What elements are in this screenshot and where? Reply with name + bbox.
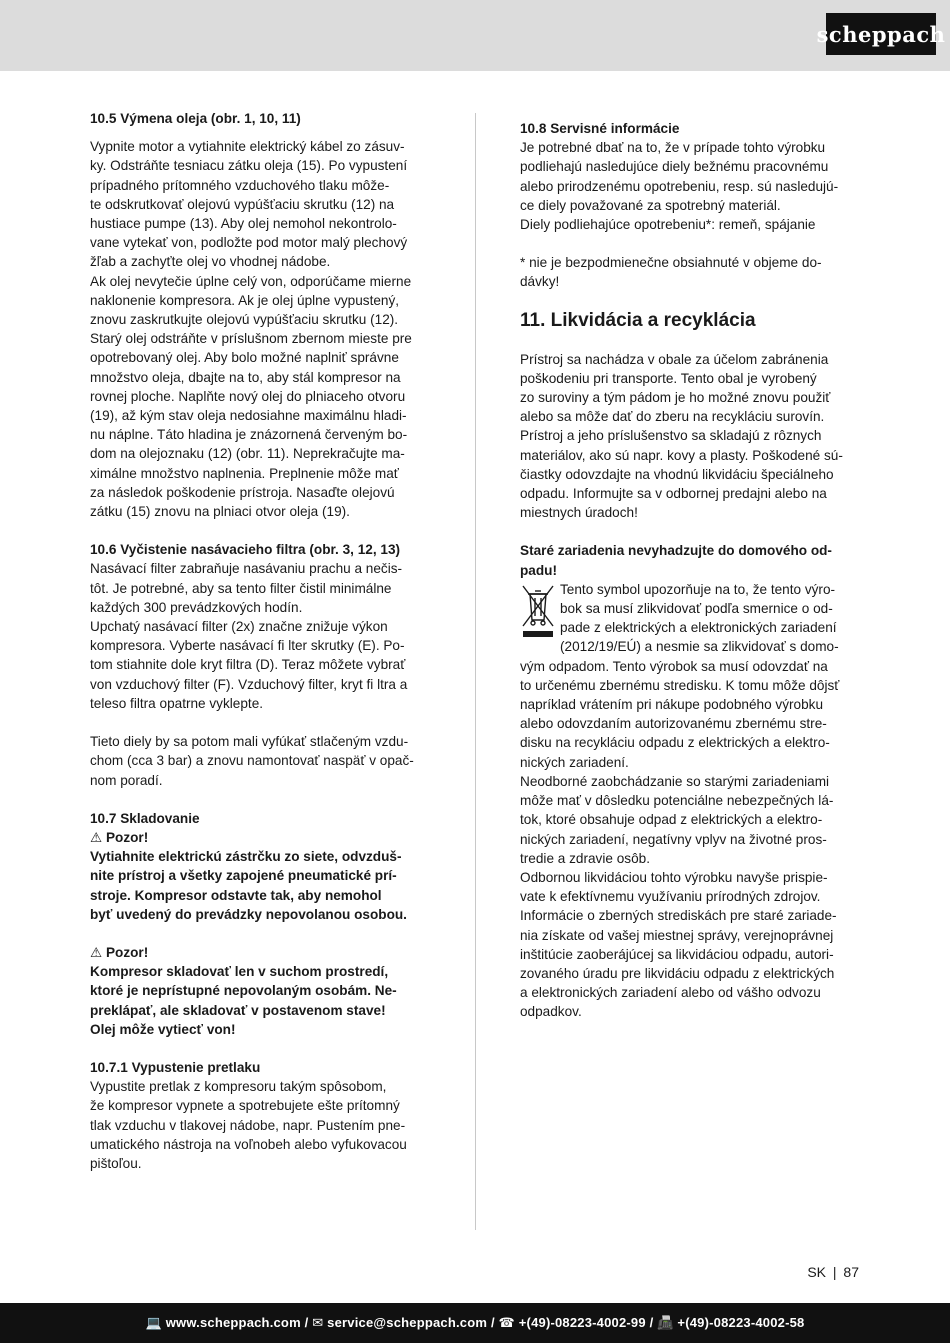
text-line: môže mať v dôsledku potenciálne nebezpečných lá- [520,793,834,809]
text-line: chom (cca 3 bar) a znovu namontovať naspäť v opač- [90,753,414,769]
section-10-8-body [520,138,860,291]
text-line: alebo prirodzenému opotrebeniu, resp. sú nasledujú- [520,178,839,194]
text-line: zátku (15) znovu na plniaci otvor oleja (19). [90,504,350,520]
text-line: Kompresor skladovať len v suchom prostredí, [90,964,389,980]
text-line: Vytiahnite elektrickú zástrčku zo siete, odvzduš- [90,849,402,865]
text-line: každých 300 prevádzkových hodín. [90,599,303,615]
text-line: (19), až kým stav oleja nedosiahne maximálnu hladi- [90,408,407,424]
text-line: kompresora. Vyberte nasávací fi lter skrutky (E). Po- [90,638,405,654]
text-line: inštitúcie zaoberájúcej sa likvidáciou odpadu, autori- [520,946,834,962]
section-10-5-title: 10.5 Výmena oleja (obr. 1, 10, 11) [90,111,301,126]
text-line: vým odpadom. Tento výrobok sa musí odovzdať na [520,658,828,674]
text-line: ky. Odstráňte tesniacu zátku oleja (15). Po vypustení [90,158,408,174]
text-line: disku na recykláciu odpadu z elektrických a elektro- [520,735,830,751]
text-line: množstvo oleja, dbajte na to, aby stál kompresor na [90,369,401,385]
text-line: Nasávací filter zabraňuje nasávaniu prachu a nečis- [90,561,403,577]
text-line: tok, ktoré obsahuje odpad z elektrických a elektro- [520,812,823,828]
text-line: nu náplne. Táto hladina je znázornená červeným bo- [90,427,408,443]
text-line: (2012/19/EÚ) a nesmie sa zlikvidovať s domo- [560,639,839,655]
text-line: Odbornou likvidáciou tohto výrobku navyše prispie- [520,869,828,885]
text-line: pade z elektrických a elektronických zariadení [560,620,837,636]
left-column [90,109,430,1173]
brand-logo: scheppach [826,13,936,55]
text-line: ktoré je neprístupné nepovolaným osobám. Ne- [90,983,397,999]
text-line: Prístroj a jeho príslušenstvo sa skladajú z rôznych [520,428,822,444]
text-line: alebo sa môže dať do zberu na recykláciu surovín. [520,409,825,425]
text-line: * nie je bezpodmienečne obsiahnuté v objeme do- [520,255,822,271]
text-line: Starý olej odstráňte v príslušnom zbernom mieste pre [90,331,412,347]
text-line: ximálne množstvo naplnenia. Preplnenie môže mať [90,465,399,481]
section-10-7-1-title: 10.7.1 Vypustenie pretlaku [90,1059,261,1075]
text-line: vate k efektívnemu využívaniu prírodných zdrojov. [520,889,821,905]
text-line: padu! [520,562,557,578]
text-line: žľab a zachyťte olej vo vhodnej nádobe. [90,254,331,270]
page-number-value: 87 [843,1264,859,1280]
warning-label: ⚠ Pozor! [90,944,149,960]
text-line: preklápať, ale skladovať v postavenom stave! [90,1002,386,1018]
text-line: umatického nástroja na voľnobeh alebo vyfukovacou [90,1136,407,1152]
text-line: tom stiahnite dole kryt filtra (D). Teraz môžete vybrať [90,657,406,673]
text-line: Tento symbol upozorňuje na to, že tento výro- [560,581,836,597]
section-10-6-title: 10.6 Vyčistenie nasávacieho filtra (obr. 3, 12, 13) [90,542,401,558]
text-line: nom poradí. [90,772,163,788]
text-line: dom na olejoznaku (12) (obr. 11). Neprekračujte ma- [90,446,405,462]
text-line: materiálov, ako sú napr. kovy a plasty. Poškodené sú- [520,447,843,463]
section-10-7-title: 10.7 Skladovanie [90,810,200,826]
text-line: nických zariadení. [520,754,629,770]
text-line: napríklad vrátením pri nákupe podobného výrobku [520,697,824,713]
text-line: Neodborné zaobchádzanie so starými zariadeniami [520,773,830,789]
text-line: bok sa musí zlikvidovať podľa smernice o od- [560,601,833,617]
section-11-title: 11. Likvidácia a recyklácia [520,309,756,331]
text-line: hustiace pumpe (13). Aby olej nemohol nekontrolo- [90,216,397,232]
header-bar [0,0,950,71]
text-line: a elektronických zariadení alebo od vášho odvozu [520,985,821,1001]
text-line: Informácie o zberných strediskách pre staré zariade- [520,908,837,924]
section-11-body [520,350,860,523]
section-10-8-title: 10.8 Servisné informácie [520,121,680,136]
text-line: tredie a zdravie osôb. [520,850,650,866]
text-line: za následok poškodenie prístroja. Nasaďte olejovú [90,484,395,500]
text-line: Diely podliehajúce opotrebeniu*: remeň, spájanie [520,217,816,233]
text-line: ce diely považované za spotrebný materiál. [520,197,781,213]
text-line: Olej môže vytiecť von! [90,1021,236,1037]
text-line: byť uvedený do prevádzky nepovolanou osobou. [90,906,407,922]
text-line: nite prístroj a všetky zapojené pneumatické prí- [90,868,397,884]
text-line: Vypnite motor a vytiahnite elektrický kábel zo zásuv- [90,139,405,155]
text-line: zovaného úradu pre likvidáciu odpadu z elektrických [520,965,835,981]
section-10-7-1-body [90,1077,430,1173]
text-line: rovnej ploche. Naplňte nový olej do plniaceho otvoru [90,388,406,404]
footer-contact-text: 💻 www.scheppach.com / ✉ service@scheppach.com / ☎ +(49)-08223-4002-99 / 📠 +(49)-08223-4002-58 [145,1315,805,1330]
section-10-5-body [90,137,430,521]
text-line: Je potrebné dbať na to, že v prípade tohto výrobku [520,140,826,156]
text-line: Upchatý nasávací filter (2x) značne znižuje výkon [90,619,388,635]
text-line: odpadu. Informujte sa v odbornej predajni alebo na [520,486,827,502]
text-line: zo suroviny a tým pádom je ho možné znovu použiť [520,390,831,406]
text-line: alebo odovzdaním autorizovanému zbernému stre- [520,716,827,732]
warning-label: ⚠ Pozor! [90,829,149,845]
section-10-6-body [90,559,430,789]
text-line: nia získate od vašej miestnej správy, verejnoprávnej [520,927,834,943]
text-line: Staré zariadenia nevyhadzujte do domového od- [520,543,832,559]
old-devices-title [520,541,860,579]
right-column [520,119,860,1022]
text-line: tlak vzduchu v tlakovej nádobe, napr. Pustením pne- [90,1117,406,1133]
text-line: Vypustite pretlak z kompresoru takým spôsobom, [90,1079,387,1095]
text-line: tôt. Je potrebné, aby sa tento filter čistil minimálne [90,580,392,596]
text-line: opotrebovaný olej. Aby bolo možné naplniť správne [90,350,399,366]
text-line: že kompresor vypnete a spotrebujete ešte prítomný [90,1098,400,1114]
text-line: te odskrutkovať olejovú vypúšťaciu skrutku (12) na [90,196,395,212]
column-divider [475,113,476,1230]
text-line: Tieto diely by sa potom mali vyfúkať stlačeným vzdu- [90,734,409,750]
text-line: odpadkov. [520,1004,582,1020]
text-line: to určenému zbernému stredisku. K tomu môže dôjsť [520,677,840,693]
text-line: von vzduchový filter (F). Vzduchový filter, kryt fi ltra a [90,676,408,692]
text-line: stroje. Kompresor odstavte tak, aby nemohol [90,887,382,903]
page-number [807,1264,859,1280]
text-line: znovu zaskrutkujte olejovú vypúšťaciu skrutku (12). [90,312,399,328]
text-line: dávky! [520,274,560,290]
text-line: čiastky odovzdajte na vhodnú likvidáciu špeciálneho [520,466,834,482]
footer-bar [0,1303,950,1343]
text-line: Prístroj sa nachádza v obale za účelom zabránenia [520,351,829,367]
old-devices-body [520,580,860,1022]
warning-text [90,847,430,924]
text-line: poškodeniu pri transporte. Tento obal je vyrobený [520,370,817,386]
text-line: Ak olej nevytečie úplne celý von, odporúčame mierne [90,273,412,289]
weee-crossed-bin-icon [520,582,556,638]
text-line: miestnych úradoch! [520,505,638,521]
warning-text [90,962,430,1039]
page-language: SK [807,1264,826,1280]
text-line: naklonenie kompresora. Ak je olej úplne vypustený, [90,292,400,308]
text-line: teleso filtra opatrne vyklepte. [90,695,264,711]
text-line: podliehajú nasledujúce diely bežnému pracovnému [520,159,829,175]
text-line: nických zariadení, negatívny vplyv na životné pros- [520,831,827,847]
page-separator: | [832,1264,837,1280]
text-line: vane vytekať von, podložte pod motor malý plechový [90,235,408,251]
text-line: pištoľou. [90,1155,142,1171]
text-line: prípadného prítomného vzduchového tlaku môže- [90,177,390,193]
